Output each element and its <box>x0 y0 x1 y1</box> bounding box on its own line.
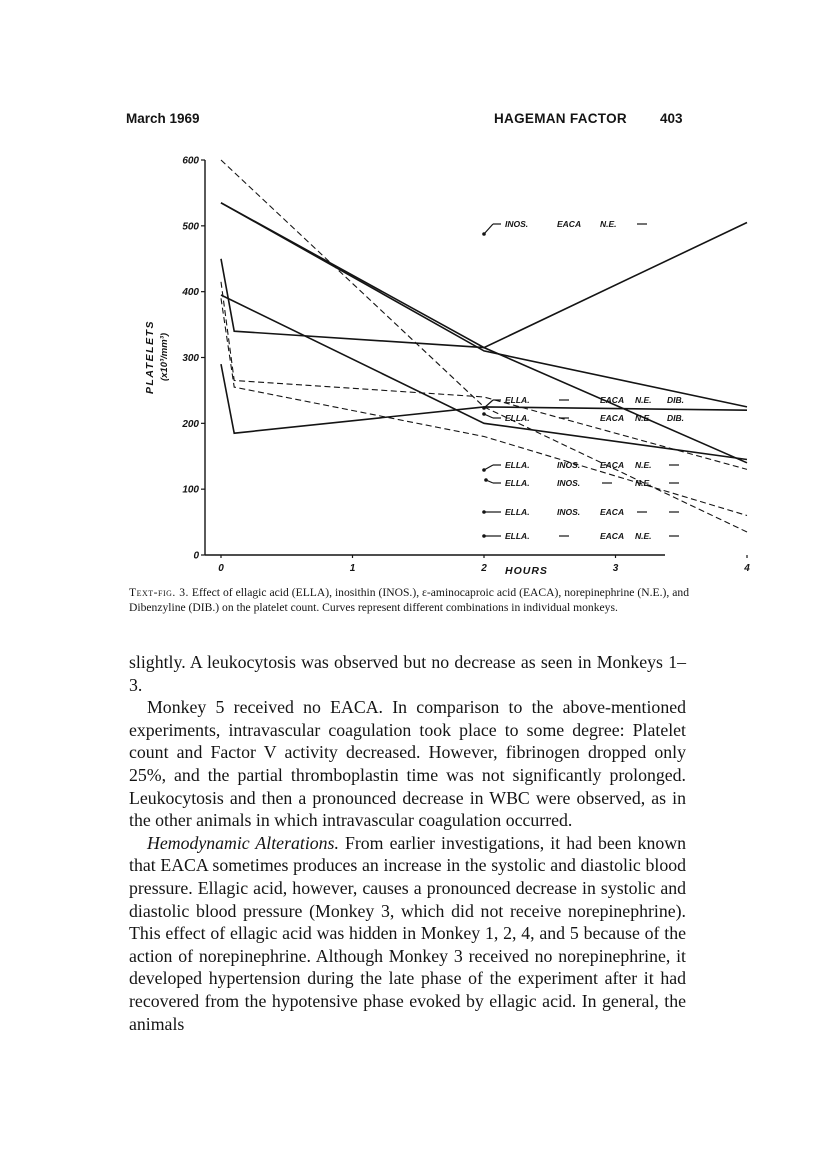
legend-token: N.E. <box>600 219 617 229</box>
x-tick-label: 4 <box>744 563 750 574</box>
legend-token: EACA <box>600 395 625 405</box>
legend-token: ELLA. <box>505 460 530 470</box>
legend-token: ELLA. <box>505 507 530 517</box>
series-line-5 <box>221 295 747 460</box>
y-tick-label: 600 <box>182 155 199 167</box>
x-tick-label: 0 <box>218 563 224 574</box>
x-axis-label: HOURS <box>505 565 548 577</box>
legend-token: ELLA. <box>505 478 530 488</box>
legend-arrow-dot <box>482 412 486 416</box>
legend-token: EACA <box>600 460 625 470</box>
legend-token: DIB. <box>667 413 684 423</box>
legend-token: INOS. <box>557 460 581 470</box>
body-text <box>129 651 686 1035</box>
series-line-4 <box>221 259 747 463</box>
figure-caption-text: Effect of ellagic acid (ELLA), inosithin (INOS.), ε-aminocaproic acid (EACA), norepinephrine (N.E.), and Dibenzyline (DIB.) on the platelet count. Curves represent different combinations in individual monkeys. <box>129 586 689 614</box>
legend-token: ELLA. <box>505 413 530 423</box>
legend-token: N.E. <box>635 413 652 423</box>
legend-token: INOS. <box>557 507 581 517</box>
series-line-6 <box>221 282 747 470</box>
legend-entry-5 <box>484 478 679 488</box>
paragraph-3 <box>129 832 686 1035</box>
legend-arrow-dot <box>482 510 486 514</box>
figure-caption <box>129 585 689 615</box>
series-line-1 <box>221 203 747 348</box>
legend-token: ELLA. <box>505 395 530 405</box>
legend-entry-6 <box>482 507 679 517</box>
platelet-count-chart <box>120 150 750 580</box>
legend-token: DIB. <box>667 395 684 405</box>
legend-entry-7 <box>482 531 679 541</box>
legend-arrow <box>484 224 493 234</box>
y-tick-label: 500 <box>182 221 199 233</box>
legend-arrow-dot <box>482 406 486 410</box>
x-tick-label: 2 <box>481 563 487 574</box>
legend-token: N.E. <box>635 531 652 541</box>
legend-token: N.E. <box>635 395 652 405</box>
y-tick-label: 300 <box>182 353 199 364</box>
legend-token: EACA <box>600 507 625 517</box>
legend-token: INOS. <box>505 219 529 229</box>
y-tick-label: 200 <box>182 418 199 430</box>
y-tick-label: 100 <box>182 484 199 496</box>
y-tick-label: 400 <box>182 287 199 299</box>
legend-token: EACA <box>600 413 625 423</box>
legend-entry-1 <box>482 219 647 236</box>
y-tick-label: 0 <box>193 550 199 562</box>
paragraph-1: slightly. A leukocytosis was observed but no decrease as seen in Monkeys 1–3. <box>129 652 686 695</box>
x-tick-label: 1 <box>349 563 356 574</box>
y-axis-label-line1: PLATELETS <box>144 320 156 394</box>
paragraph-3-text: From earlier investigations, it had been known that EACA sometimes produces an increase in the systolic and diastolic blood pressure. Ellagic acid, however, causes a pronounced decrease in systolic and diastolic blood pressure (Monkey 3, which did not receive norepinephrine). This effect of ellagic acid was hidden in Monkey 1, 2, 4, and 5 because of the action of norepinephrine. Although Monkey 3 received no norepinephrine, it developed hypertension during the late phase of the experiment after it had recovered from the hypotensive phase evoked by ellagic acid. In general, the animals <box>129 832 686 1034</box>
legend-token: N.E. <box>635 478 652 488</box>
legend-arrow-dot <box>482 468 486 472</box>
x-tick-label: 3 <box>612 563 619 574</box>
y-axis-label-line2: (x10³/mm³) <box>159 332 170 382</box>
y-axis-label <box>144 320 170 394</box>
legend-token: EACA <box>600 531 625 541</box>
legend-token: ELLA. <box>505 531 530 541</box>
legend-arrow-dot <box>482 232 486 236</box>
legend-token: EACA <box>557 219 582 229</box>
figure-caption-label: Text-fig. 3. <box>129 586 189 599</box>
legend-entry-4 <box>482 460 679 472</box>
legend-arrow-dot <box>482 534 486 538</box>
running-header-date: March 1969 <box>126 111 200 126</box>
legend-arrow-dot <box>484 478 488 482</box>
section-heading: Hemodynamic Alterations. <box>147 832 339 853</box>
legend-token: INOS. <box>557 478 581 488</box>
chart-series <box>221 160 747 532</box>
running-header-title: HAGEMAN FACTOR <box>494 111 627 126</box>
series-line-7 <box>221 160 747 532</box>
paragraph-2: Monkey 5 received no EACA. In comparison to the above-mentioned experiments, intravascular coagulation took place to some degree: Platelet count and Factor V activity decreased. However, fibrinogen dropped only 25%, and the partial thromboplastin time was not significantly prolonged. Leukocytosis and then a pronounced decrease in WBC were observed, as in the other animals in which intravascular coagulation occurred. <box>129 697 686 831</box>
page-number: 403 <box>660 111 683 126</box>
chart-axes <box>181 156 750 575</box>
legend-token: N.E. <box>635 460 652 470</box>
